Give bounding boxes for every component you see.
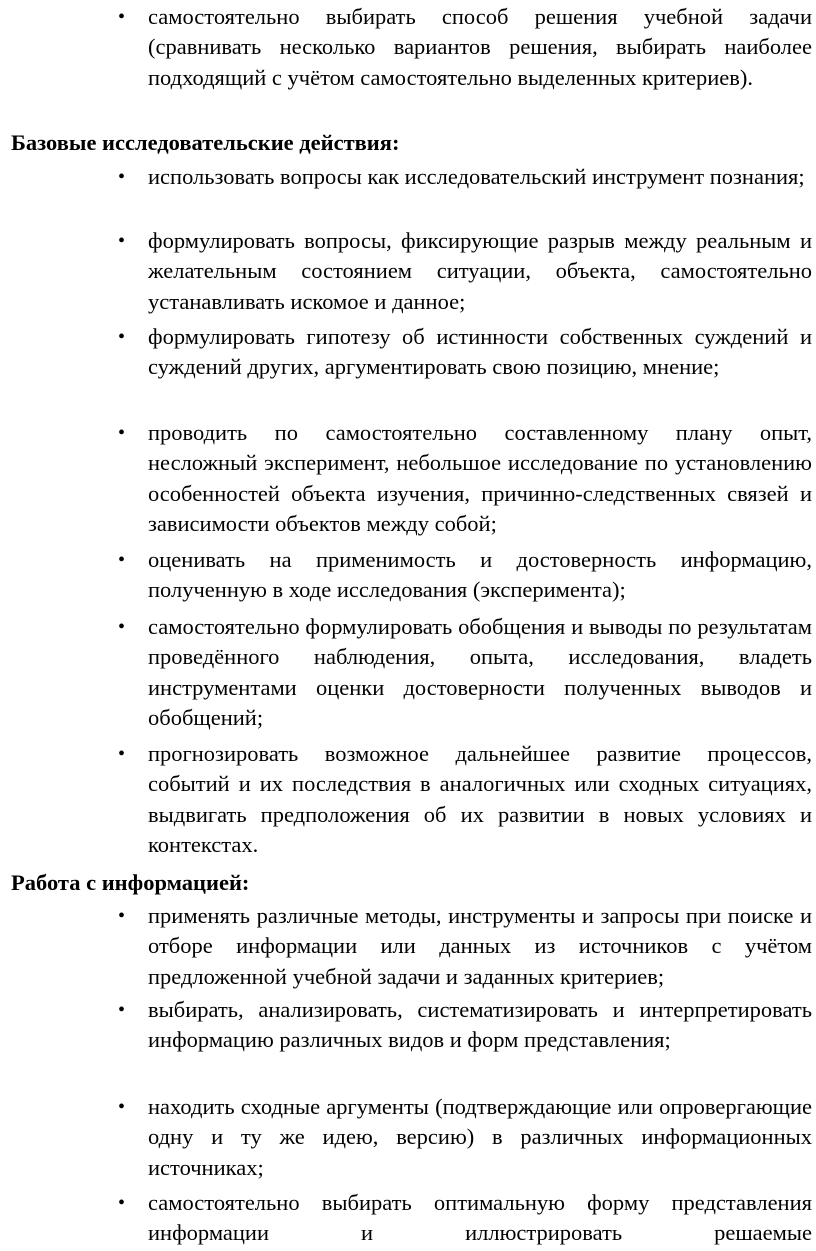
bullet-marker: • [118,743,126,765]
list-item: применять различные методы, инструменты и запросы при поиске и отборе информации или данных из источников с учётом предложенной учебной задачи и заданных критериев; [148,903,812,989]
list-item: проводить по самостоятельно составленному плану опыт, несложный эксперимент, небольшое исследование по установлению особенностей объекта изучения, причинно-следственных связей и зависимости объектов между собой; [148,420,812,536]
list-item: оценивать на применимость и достоверность информацию, полученную в ходе исследования (эксперимента); [148,547,812,603]
bullet-marker: • [118,999,126,1021]
bullet-marker: • [118,549,126,571]
bullet-marker: • [118,616,126,638]
list-item: самостоятельно выбирать способ решения учебной задачи (сравнивать несколько вариантов решения, выбирать наиболее подходящий с учётом самостоятельно выделенных критериев). [148,4,812,90]
bullet-marker: • [118,166,126,188]
list-item: формулировать вопросы, фиксирующие разрыв между реальным и желательным состоянием ситуации, объекта, самостоятельно устанавливать искомое и данное; [148,228,812,314]
bullet-marker: • [118,422,126,444]
list-item: формулировать гипотезу об истинности собственных суждений и суждений других, аргументировать свою позицию, мнение; [148,324,812,380]
bullet-marker: • [118,6,126,28]
list-item: находить сходные аргументы (подтверждающие или опровергающие одну и ту же идею, версию) в различных информационных источниках; [148,1094,812,1180]
list-item: самостоятельно выбирать оптимальную форму представления информации и иллюстрировать решаемые [148,1190,812,1246]
list-item: самостоятельно формулировать обобщения и выводы по результатам проведённого наблюдения, опыта, исследования, владеть инструментами оценки достоверности полученных выводов и обобщений; [148,614,812,730]
list-item: использовать вопросы как исследовательский инструмент познания; [148,164,805,189]
section-heading-research: Базовые исследовательские действия: [11,130,400,155]
list-item: прогнозировать возможное дальнейшее развитие процессов, событий и их последствия в аналогичных или сходных ситуациях, выдвигать предположения об их развитии в новых условиях и контекстах. [148,741,812,857]
bullet-marker: • [118,1096,126,1118]
section-heading-information: Работа с информацией: [11,870,250,895]
list-item: выбирать, анализировать, систематизировать и интерпретировать информацию различных видов и форм представления; [148,997,812,1053]
bullet-marker: • [118,326,126,348]
bullet-marker: • [118,905,126,927]
bullet-marker: • [118,230,126,252]
bullet-marker: • [118,1192,126,1214]
